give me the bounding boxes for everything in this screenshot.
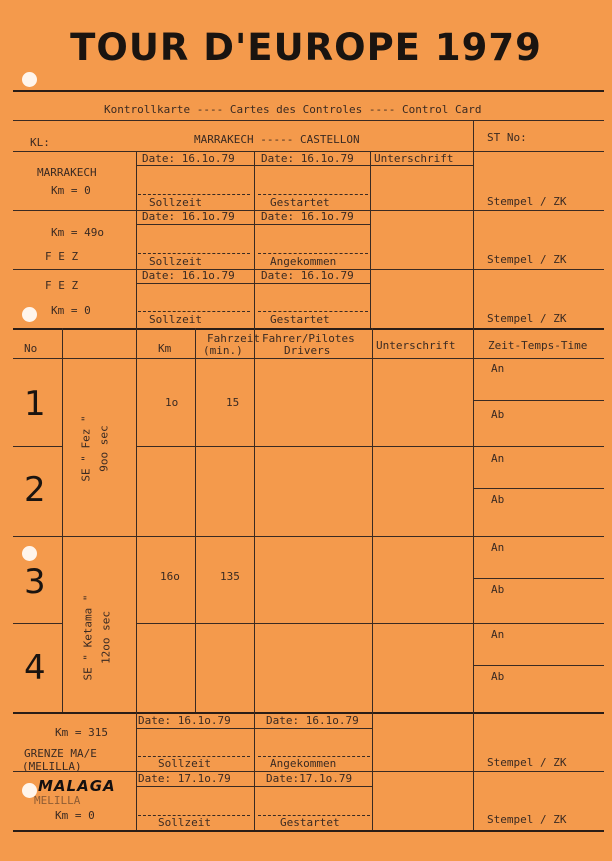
control-km: Km = 0 xyxy=(55,809,95,822)
line xyxy=(136,224,370,225)
punch-hole xyxy=(22,72,37,87)
punch-hole xyxy=(22,546,37,561)
dashed-line xyxy=(258,194,368,195)
an-label: An xyxy=(491,628,505,641)
ab-label: Ab xyxy=(491,408,505,421)
sollzeit-label: Sollzeit xyxy=(149,196,202,209)
control-date: Date: 16.1o.79 xyxy=(261,152,354,165)
line xyxy=(370,269,371,328)
line xyxy=(195,328,196,712)
line xyxy=(136,446,604,447)
line xyxy=(473,120,474,328)
line xyxy=(13,120,604,121)
line xyxy=(473,328,474,712)
ab-label: Ab xyxy=(491,583,505,596)
an-label: An xyxy=(491,541,505,554)
line xyxy=(136,165,473,166)
control-place-detail: (MELILLA) xyxy=(22,760,82,773)
control-place: MARRAKECH xyxy=(37,166,97,179)
dashed-line xyxy=(138,311,250,312)
ab-label: Ab xyxy=(491,493,505,506)
st-no-label: ST No: xyxy=(487,131,527,144)
control-place: GRENZE MA/E xyxy=(24,747,97,760)
special-stage-length: 9oo sec xyxy=(97,425,111,472)
control-km: Km = 49o xyxy=(51,226,104,239)
line xyxy=(254,328,255,712)
gestartet-label: Gestartet xyxy=(280,816,340,829)
sollzeit-label: Sollzeit xyxy=(149,255,202,268)
line xyxy=(13,358,604,359)
line xyxy=(473,578,604,579)
line xyxy=(254,151,255,328)
stamp-label: Stempel / ZK xyxy=(487,813,567,826)
stage-number: 3 xyxy=(24,562,46,602)
line xyxy=(13,446,62,447)
handwritten-destination: MALAGA xyxy=(38,777,116,795)
stamp-label: Stempel / ZK xyxy=(487,312,567,325)
special-stage-name: SE " Ketama " xyxy=(81,594,95,681)
control-place: F E Z xyxy=(45,279,79,292)
special-stage-name: SE " Fez " xyxy=(79,415,93,482)
stamp-label: Stempel / ZK xyxy=(487,253,567,266)
line xyxy=(136,786,372,787)
line xyxy=(136,151,137,328)
control-place: F E Z xyxy=(45,250,79,263)
ab-label: Ab xyxy=(491,670,505,683)
gestartet-label: Gestartet xyxy=(270,313,330,326)
angekommen-label: Angekommen xyxy=(270,757,337,770)
line xyxy=(473,400,604,401)
dashed-line xyxy=(258,311,368,312)
page-title: TOUR D'EUROPE 1979 xyxy=(70,26,542,69)
sollzeit-label: Sollzeit xyxy=(158,757,211,770)
drivers-header: Fahrer/Pilotes xyxy=(262,332,355,345)
an-label: An xyxy=(491,452,505,465)
control-date: Date: 16.1o.79 xyxy=(142,269,235,282)
control-place: MELILLA xyxy=(34,794,81,807)
route-label: MARRAKECH ----- CASTELLON xyxy=(194,133,360,146)
line xyxy=(473,665,604,666)
signature-header: Unterschrift xyxy=(376,339,456,352)
line xyxy=(372,328,373,712)
control-km: Km = 315 xyxy=(55,726,108,739)
fahrzeit-unit: (min.) xyxy=(203,344,243,357)
stamp-label: Stempel / ZK xyxy=(487,195,567,208)
drivers-header-en: Drivers xyxy=(284,344,331,357)
control-date: Date: 16.1o.79 xyxy=(142,210,235,223)
time-header: Zeit-Temps-Time xyxy=(488,339,588,352)
control-km: Km = 0 xyxy=(51,304,91,317)
dashed-line xyxy=(138,253,250,254)
gestartet-label: Gestartet xyxy=(270,196,330,209)
signature-label: Unterschrift xyxy=(374,152,454,165)
line xyxy=(136,283,370,284)
sollzeit-label: Sollzeit xyxy=(149,313,202,326)
angekommen-label: Angekommen xyxy=(270,255,337,268)
line xyxy=(62,328,63,712)
control-km: Km = 0 xyxy=(51,184,91,197)
stage-fahrzeit: 15 xyxy=(226,396,240,409)
fahrzeit-header: Fahrzeit xyxy=(207,332,260,345)
line xyxy=(136,328,137,712)
dashed-line xyxy=(138,194,250,195)
control-date: Date: 17.1o.79 xyxy=(138,772,231,785)
line xyxy=(136,728,372,729)
line xyxy=(13,623,62,624)
an-label: An xyxy=(491,362,505,375)
control-date: Date:17.1o.79 xyxy=(266,772,353,785)
control-date: Date: 16.1o.79 xyxy=(261,210,354,223)
line xyxy=(136,623,604,624)
stage-number: 2 xyxy=(24,470,46,510)
no-header: No xyxy=(24,342,38,355)
frame-bottom-line xyxy=(13,830,604,832)
card-subtitle: Kontrollkarte ---- Cartes des Controles ---- Control Card xyxy=(104,103,482,116)
sollzeit-label: Sollzeit xyxy=(158,816,211,829)
frame-top-line xyxy=(13,90,604,92)
control-date: Date: 16.1o.79 xyxy=(138,714,231,727)
special-stage-length: 12oo sec xyxy=(99,611,113,664)
line xyxy=(13,328,604,330)
stage-km: 16o xyxy=(160,570,180,583)
line xyxy=(13,536,604,537)
dashed-line xyxy=(258,253,368,254)
stage-km: 1o xyxy=(165,396,179,409)
punch-hole xyxy=(22,307,37,322)
stage-number: 1 xyxy=(24,384,46,424)
control-date: Date: 16.1o.79 xyxy=(266,714,359,727)
control-date: Date: 16.1o.79 xyxy=(261,269,354,282)
stage-number: 4 xyxy=(24,648,46,688)
control-date: Date: 16.1o.79 xyxy=(142,152,235,165)
stamp-label: Stempel / ZK xyxy=(487,756,567,769)
stage-fahrzeit: 135 xyxy=(220,570,240,583)
kl-label: KL: xyxy=(30,136,50,149)
km-header: Km xyxy=(158,342,172,355)
line xyxy=(473,488,604,489)
